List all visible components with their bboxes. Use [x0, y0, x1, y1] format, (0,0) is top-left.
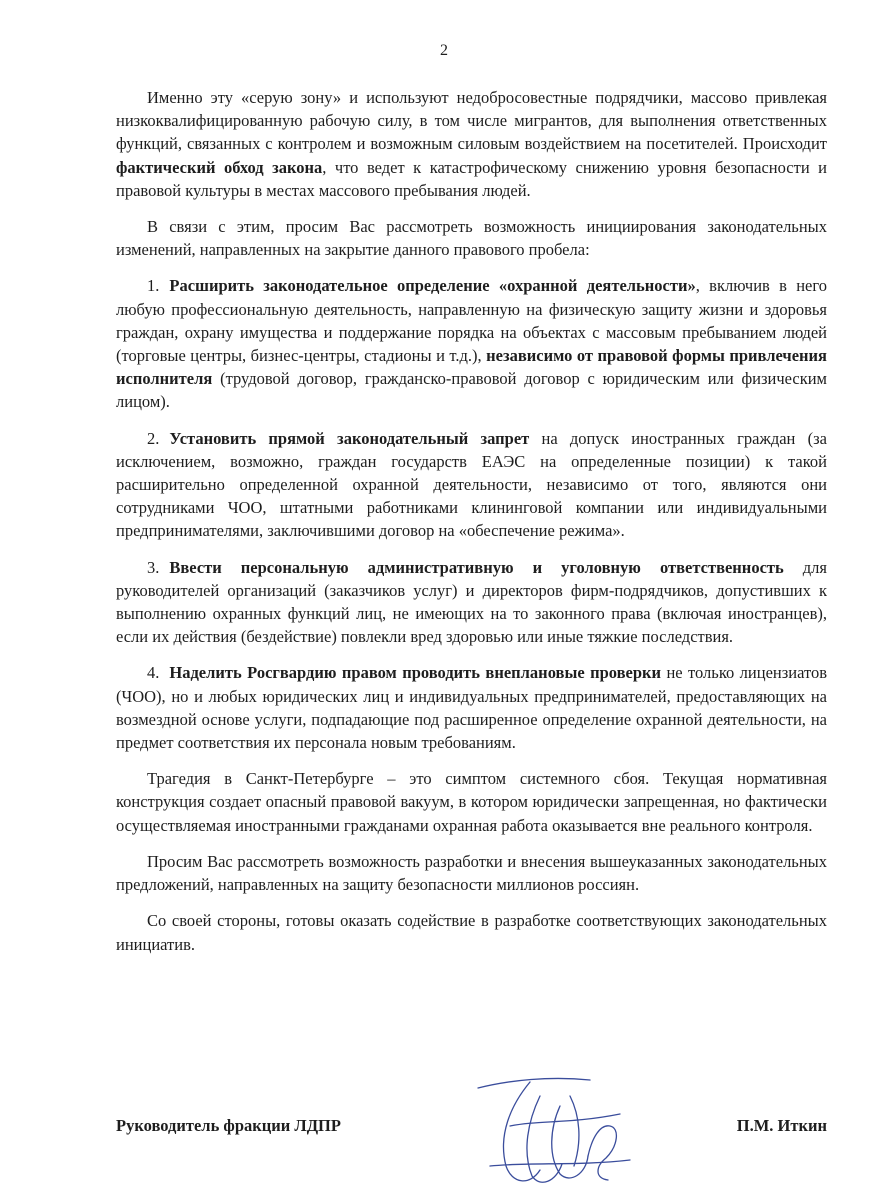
bold-text-run: Расширить законодательное определение «охранной деятельности» [169, 276, 696, 296]
list-number: 3. [147, 557, 160, 577]
text-run: , включив в него любую профессиональную деятельность, направленную на физическую защиту жизни и здоровья граждан, охрану имущества и поддержание порядка на объектах с массовым пребыванием людей (торговые центры, бизнес-центры, стадионы и т.д.), [116, 276, 827, 366]
paragraph-request [116, 850, 827, 896]
signatory-title: Руководитель фракции ЛДПР [116, 1116, 341, 1135]
list-item-2 [116, 427, 827, 543]
bold-text-run: Ввести персональную административную и уголовную ответственность [169, 557, 784, 577]
text-run: (трудовой договор, гражданско-правовой договор с юридическим или физическим лицом). [116, 369, 827, 412]
bold-text-run: независимо от правовой формы привлечения исполнителя [116, 346, 827, 389]
text-run: на допуск иностранных граждан (за исключением, возможно, граждан государств ЕАЭС на определенные позиции) к такой расширительно определенной охранной деятельности, независимо от того, являются они сотрудниками ЧОО, штатными работниками клининговой компании или индивидуальными предпринимателями, заключившими договор на «обеспечение режима». [116, 428, 827, 541]
paragraph-grey-zone [116, 86, 827, 202]
text-run: не только лицензиатов (ЧОО), но и любых юридических лиц и индивидуальных предпринимателей, предоставляющих на возмездной основе услуги, подпадающие под расширенное определение охранной деятельности, на предмет соответствия их персонала новым требованиям. [116, 663, 828, 753]
letter-body [116, 86, 827, 969]
text-run: , что ведет к катастрофическому снижению уровня безопасности и правовой культуры в местах массового пребывания людей. [116, 157, 827, 200]
paragraph-tragedy [116, 767, 827, 837]
page-number: 2 [440, 42, 448, 59]
list-number: 4. [147, 663, 160, 683]
handwritten-signature [470, 1066, 640, 1196]
text-run: Со своей стороны, готовы оказать содействие в разработке соответствующих законодательных инициатив. [116, 911, 827, 954]
list-item-3 [116, 556, 827, 649]
text-run: Именно эту «серую зону» и используют недобросовестные подрядчики, массово привлекая низкоквалифицированную рабочую силу, в том числе мигрантов, для выполнения ответственных функций, связанных с контролем и возможным силовым воздействием на посетителей. Происходит [116, 88, 827, 154]
list-number: 1. [147, 276, 160, 296]
bold-text-run: Установить прямой законодательный запрет [169, 428, 530, 448]
text-run: Трагедия в Санкт-Петербурге – это симптом системного сбоя. Текущая нормативная конструкция создает опасный правовой вакуум, в котором юридически запрещенная, но фактически осуществляемая иностранными гражданами охранная работа оказывается вне реального контроля. [116, 769, 827, 835]
bold-text-run: Наделить Росгвардию правом проводить внеплановые проверки [169, 663, 662, 683]
list-number: 2. [147, 428, 160, 448]
paragraph-assistance [116, 909, 827, 955]
signatory-name: П.М. Иткин [736, 1116, 827, 1135]
text-run: для руководителей организаций (заказчиков услуг) и директоров фирм-подрядчиков, допустивших к выполнению охранных функций лиц, не имеющих на то законного права (включая иностранцев), если их действия (бездействие) повлекли вред здоровью или иные тяжкие последствия. [116, 557, 827, 647]
list-item-1 [116, 274, 827, 413]
text-run: Просим Вас рассмотреть возможность разработки и внесения вышеуказанных законодательных предложений, направленных на защиту безопасности миллионов россиян. [116, 851, 827, 895]
bold-text-run: фактический обход закона [116, 157, 323, 177]
paragraph-request-intro [116, 215, 827, 261]
text-run: В связи с этим, просим Вас рассмотреть возможность инициирования законодательных изменений, направленных на закрытие данного правового пробела: [116, 217, 827, 260]
list-item-4 [116, 661, 827, 754]
